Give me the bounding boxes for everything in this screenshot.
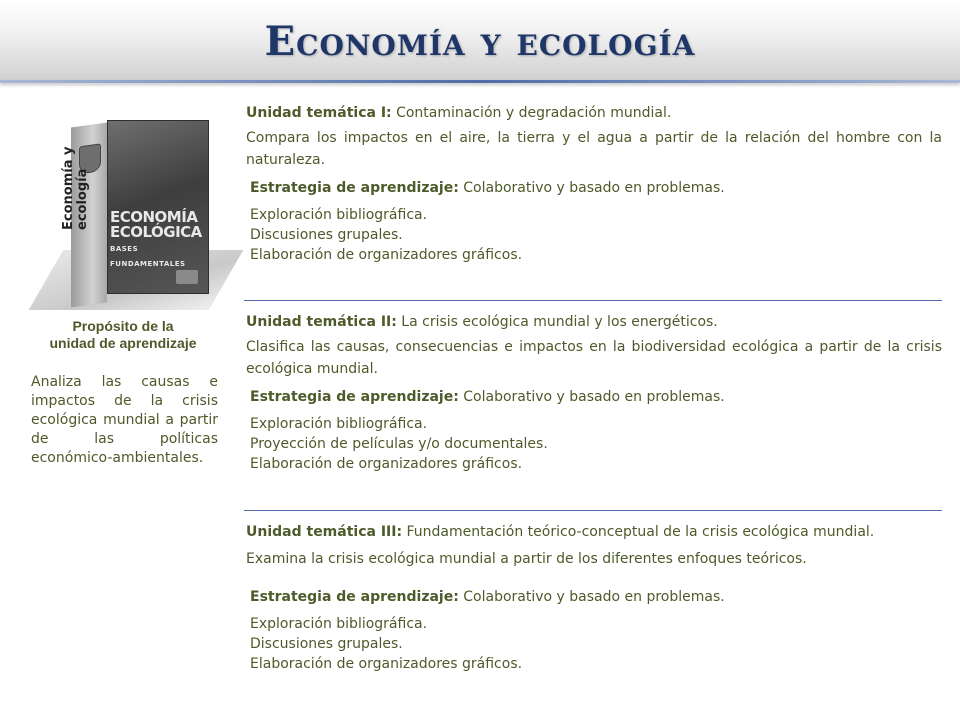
page-title: Economía y ecología: [264, 18, 696, 65]
spine-line-1: Economía y: [61, 146, 76, 230]
strategy-text: Colaborativo y basado en problemas.: [458, 180, 725, 196]
cover-title-line-2: ECOLÓGICA: [110, 223, 202, 241]
list-item: Elaboración de organizadores gráficos.: [250, 656, 523, 672]
purpose-heading-line-1: Propósito de la: [72, 318, 174, 334]
unit-topic: Contaminación y degradación mundial.: [391, 105, 672, 121]
unit-description: Clasifica las causas, consecuencias e impactos en la biodiversidad ecológica a partir de la crisis ecológica mundial.: [246, 339, 942, 377]
list-item: Exploración bibliográfica.: [250, 207, 428, 223]
unit-topic: Fundamentación teórico-conceptual de la crisis ecológica mundial.: [402, 524, 875, 540]
unit-strategy: [250, 588, 942, 606]
publisher-logo-icon: [176, 270, 198, 284]
spine-line-2: ecología: [75, 168, 90, 230]
header-divider: [0, 80, 960, 83]
list-item: Elaboración de organizadores gráficos.: [250, 247, 523, 263]
unit-label: Unidad temática I:: [246, 105, 392, 121]
unit-label: Unidad temática II:: [246, 314, 397, 330]
unit-description: Compara los impactos en el aire, la tierra y el agua a partir de la relación del hombre con la naturaleza.: [246, 130, 942, 168]
list-item: Exploración bibliográfica.: [250, 616, 428, 632]
list-item: Discusiones grupales.: [250, 227, 403, 243]
activity-list: [250, 414, 942, 474]
strategy-text: Colaborativo y basado en problemas.: [458, 389, 725, 405]
list-item: Discusiones grupales.: [250, 636, 403, 652]
list-item: Elaboración de organizadores gráficos.: [250, 456, 523, 472]
cover-subtitle: BASES FUNDAMENTALES: [110, 245, 186, 268]
unit-strategy: [250, 179, 942, 197]
book-spine-title: [62, 100, 90, 230]
purpose-heading-line-2: unidad de aprendizaje: [49, 335, 197, 351]
activity-list: [250, 614, 942, 674]
strategy-text: Colaborativo y basado en problemas.: [458, 589, 725, 605]
unit-divider: [244, 300, 942, 301]
purpose-text: Analiza las causas e impactos de la crisis ecológica mundial a partir de las políticas económico-ambientales.: [31, 374, 218, 466]
strategy-label: Estrategia de aprendizaje:: [250, 589, 459, 605]
activity-list: [250, 205, 942, 265]
unit-3: [246, 523, 942, 674]
unit-title: [246, 104, 942, 122]
unit-strategy: [250, 388, 942, 406]
cover-title-line-1: ECONOMÍA: [110, 208, 198, 226]
strategy-label: Estrategia de aprendizaje:: [250, 180, 459, 196]
unit-divider: [244, 510, 942, 511]
strategy-label: Estrategia de aprendizaje:: [250, 389, 459, 405]
unit-title: [246, 523, 942, 541]
unit-topic: La crisis ecológica mundial y los energéticos.: [396, 314, 718, 330]
book-cover-title: [110, 210, 206, 272]
list-item: Proyección de películas y/o documentales.: [250, 436, 548, 452]
unit-1: [246, 104, 942, 265]
purpose-heading: [18, 318, 228, 352]
unit-2: [246, 313, 942, 474]
list-item: Exploración bibliográfica.: [250, 416, 428, 432]
unit-title: [246, 313, 942, 331]
unit-label: Unidad temática III:: [246, 524, 403, 540]
unit-description: Examina la crisis ecológica mundial a partir de los diferentes enfoques teóricos.: [246, 551, 807, 567]
book-cover-image: [26, 110, 226, 310]
